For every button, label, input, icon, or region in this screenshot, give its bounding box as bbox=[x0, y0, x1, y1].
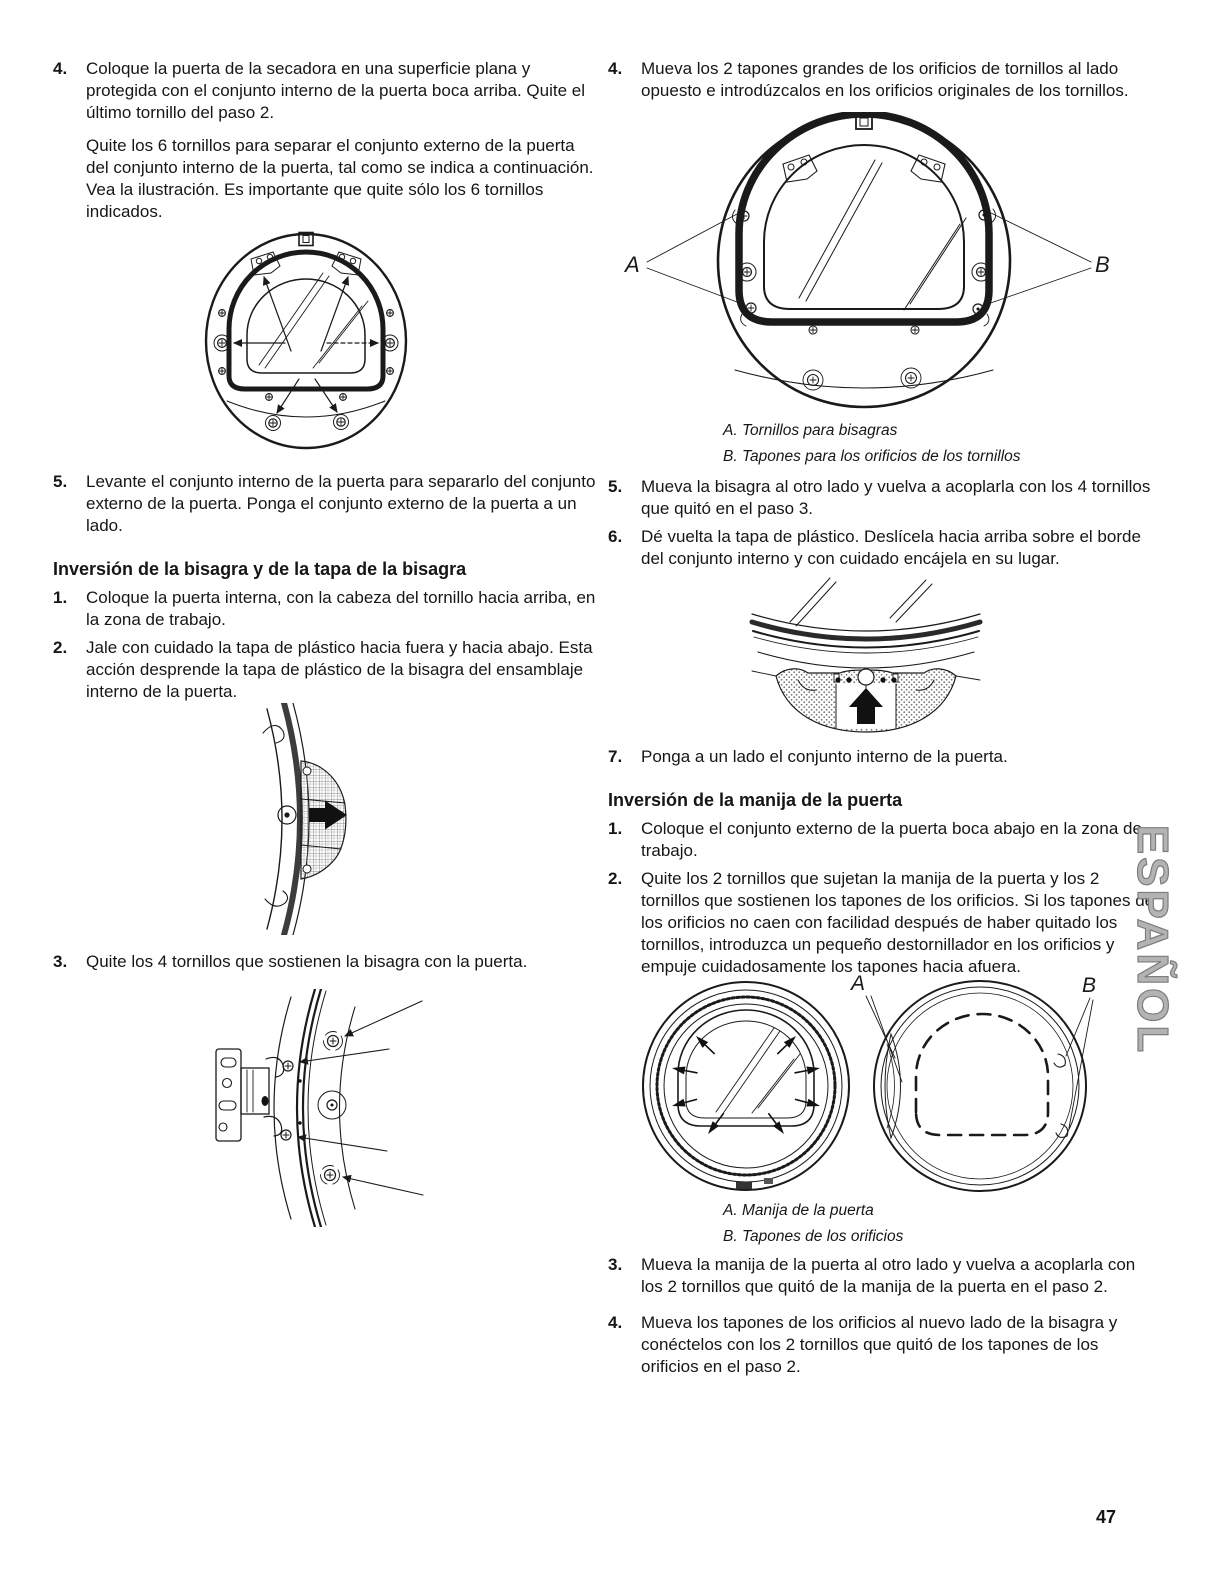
hinge-step-2 bbox=[53, 637, 600, 703]
hinge-step-3 bbox=[53, 951, 600, 973]
language-tab-text: ESPAÑOL bbox=[1128, 824, 1177, 1056]
step-text: Coloque la puerta interna, con la cabeza del tornillo hacia arriba, en la zona de trabajo. bbox=[86, 588, 596, 629]
screw-arrows bbox=[298, 1001, 423, 1195]
step-text: Coloque el conjunto externo de la puerta boca abajo en la zona de trabajo. bbox=[641, 819, 1142, 860]
step-number: 1. bbox=[608, 819, 623, 838]
door-six-screws-illustration bbox=[203, 231, 409, 453]
step-number: 4. bbox=[53, 59, 68, 78]
step-number: 7. bbox=[608, 747, 623, 766]
step-text: Mueva la bisagra al otro lado y vuelva a acoplarla con los 4 tornillos que quitó en el paso 3. bbox=[641, 477, 1151, 518]
step-text: Quite los 2 tornillos que sujetan la manija de la puerta y los 2 tornillos que sostienen los tapones de los orificios. Si los tapones de los orificios no caen con facilidad después de haber quitado los tornillos, introduzca un pequeño destornillador en los orificios y empuje cuidadosamente los tapones hacia afuera. bbox=[641, 869, 1155, 976]
step-text: Ponga a un lado el conjunto interno de la puerta. bbox=[641, 747, 1008, 766]
step-6-right bbox=[608, 526, 1157, 570]
figure-hinge-screws bbox=[203, 989, 600, 1227]
language-tab bbox=[1124, 808, 1180, 1072]
caption-line-a: A. Manija de la puerta bbox=[723, 1202, 874, 1219]
figure-handle-plugs bbox=[638, 970, 1157, 1196]
door-hinge-plugs-illustration bbox=[623, 112, 1115, 414]
step-text: Dé vuelta la tapa de plástico. Deslícela hacia arriba sobre el borde del conjunto interno y con cuidado encájela en su lugar. bbox=[641, 527, 1141, 568]
handle-step-3 bbox=[608, 1254, 1157, 1298]
hinge-screws-illustration bbox=[203, 989, 425, 1227]
step-text: Mueva los 2 tapones grandes de los orificios de tornillos al lado opuesto e introdúzcalos en los orificios originales de los tornillos. bbox=[641, 59, 1129, 100]
figure-caption-hinge bbox=[723, 418, 1157, 470]
step-text: Coloque la puerta de la secadora en una superficie plana y protegida con el conjunto interno de la puerta boca arriba. Quite el último tornillo del paso 2. bbox=[86, 59, 585, 122]
section-heading-handle: Inversión de la manija de la puerta bbox=[608, 790, 903, 810]
step-number: 5. bbox=[53, 472, 68, 491]
step-number: 2. bbox=[53, 638, 68, 657]
step-number: 6. bbox=[608, 527, 623, 546]
label-a: A bbox=[851, 972, 866, 995]
handle-step-4 bbox=[608, 1312, 1157, 1378]
step-number: 1. bbox=[53, 588, 68, 607]
left-column bbox=[53, 58, 600, 1227]
hinge-cover-illustration bbox=[253, 703, 375, 935]
step-7-right bbox=[608, 746, 1157, 768]
step-text: Mueva los tapones de los orificios al nuevo lado de la bisagra y conéctelos con los 2 tornillos que quitó de los tapones de los orificios en el paso 2. bbox=[641, 1313, 1118, 1376]
figure-door-six-screws bbox=[203, 231, 600, 453]
caption-line-b: B. Tapones para los orificios de los tornillos bbox=[723, 448, 1021, 465]
step-number: 4. bbox=[608, 1313, 623, 1332]
step-5-left bbox=[53, 471, 600, 537]
handle-step-1 bbox=[608, 818, 1157, 862]
figure-door-hinge-plugs bbox=[623, 112, 1157, 414]
caption-line-b: B. Tapones de los orificios bbox=[723, 1228, 904, 1245]
right-column bbox=[608, 58, 1157, 1378]
page-number: 47 bbox=[1096, 1507, 1117, 1527]
step-text: Quite los 4 tornillos que sostienen la bisagra con la puerta. bbox=[86, 952, 528, 971]
step-number: 2. bbox=[608, 869, 623, 888]
section-heading-hinge: Inversión de la bisagra y de la tapa de la bisagra bbox=[53, 559, 467, 579]
step-number: 5. bbox=[608, 477, 623, 496]
step-4-right bbox=[608, 58, 1157, 102]
bottom-cap-illustration bbox=[748, 576, 984, 738]
step-number: 3. bbox=[53, 952, 68, 971]
step-text: Quite los 6 tornillos para separar el conjunto externo de la puerta del conjunto interno de la puerta, tal como se indica a continuación. Vea la ilustración. Es importante que quite sólo los 6 tornillos indicados. bbox=[86, 136, 594, 221]
leader-lines bbox=[647, 213, 1091, 305]
label-b: B bbox=[1082, 974, 1097, 997]
caption-line-a: A. Tornillos para bisagras bbox=[723, 422, 898, 439]
step-text: Levante el conjunto interno de la puerta para separarlo del conjunto externo de la puerta. Ponga el conjunto externo de la puerta a un lado. bbox=[86, 472, 596, 535]
step-5-right bbox=[608, 476, 1157, 520]
label-a: A bbox=[625, 252, 640, 277]
step-number: 4. bbox=[608, 59, 623, 78]
handle-step-2 bbox=[608, 868, 1157, 978]
step-4-left bbox=[53, 58, 600, 223]
step-text: Mueva la manija de la puerta al otro lado y vuelva a acoplarla con los 2 tornillos que quitó de la manija de la puerta en el paso 2. bbox=[641, 1255, 1136, 1296]
label-b: B bbox=[1095, 252, 1110, 277]
step-number: 3. bbox=[608, 1255, 623, 1274]
hinge-step-1 bbox=[53, 587, 600, 631]
figure-bottom-cap bbox=[748, 576, 1157, 738]
handle-plugs-illustration bbox=[638, 970, 1108, 1196]
figure-caption-handle bbox=[723, 1198, 1157, 1250]
step-text: Jale con cuidado la tapa de plástico hacia fuera y hacia abajo. Esta acción desprende la tapa de plástico de la bisagra del ensamblaje interno de la puerta. bbox=[86, 638, 593, 701]
tab-arrows bbox=[671, 1033, 821, 1136]
figure-hinge-cover-removal bbox=[253, 703, 600, 935]
